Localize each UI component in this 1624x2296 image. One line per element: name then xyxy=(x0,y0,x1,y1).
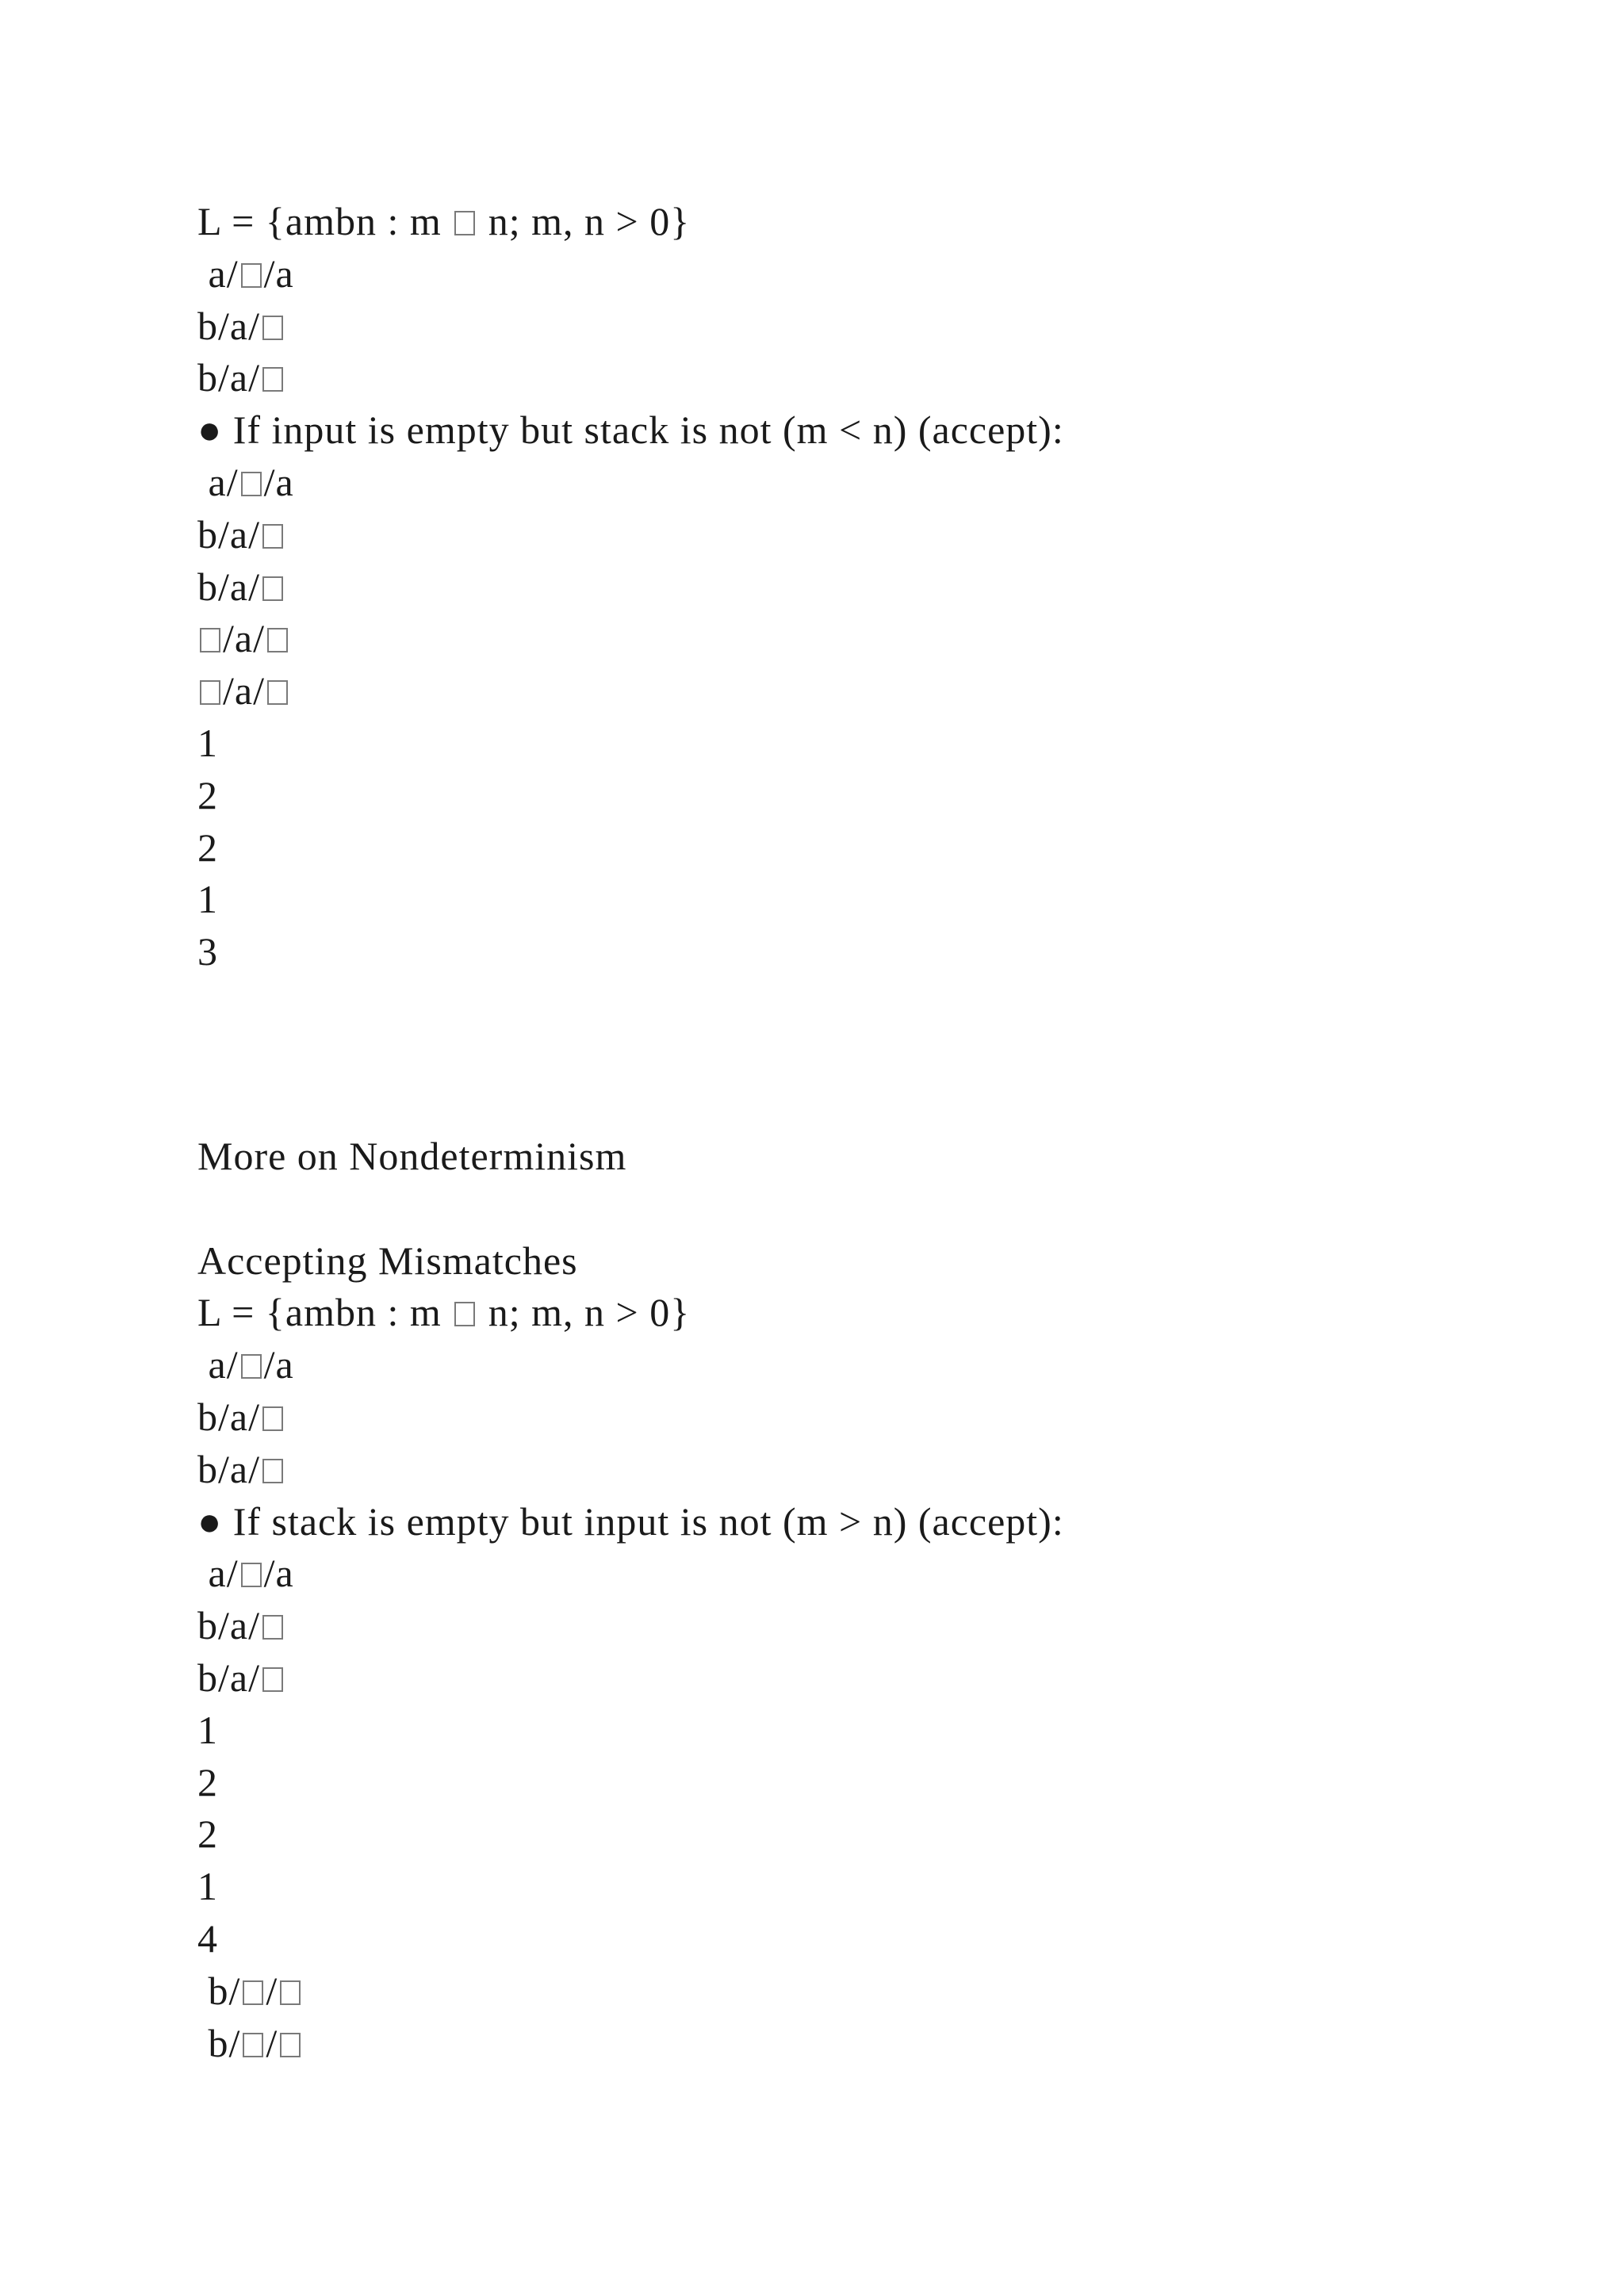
text-line: a/ /a xyxy=(197,459,294,504)
state-number: 1 xyxy=(197,720,218,765)
missing-glyph-box xyxy=(241,472,262,496)
missing-glyph-box xyxy=(262,367,283,392)
missing-glyph-box xyxy=(262,524,283,549)
missing-glyph-box xyxy=(241,1354,262,1379)
state-number: 1 xyxy=(197,877,218,922)
state-number: 1 xyxy=(197,1707,218,1752)
text-line: a/ /a xyxy=(197,1551,294,1596)
text-line: b/a/ xyxy=(197,1444,1545,1496)
text-line: b/ / xyxy=(197,2018,1545,2070)
section-pda-mlessn xyxy=(197,196,1545,978)
state-number: 2 xyxy=(197,1759,218,1804)
missing-glyph-box xyxy=(267,628,288,652)
text-line: b/a/ xyxy=(197,561,1545,614)
state-number: 2 xyxy=(197,772,218,817)
missing-glyph-box xyxy=(243,1980,263,2005)
bullet-line: ● If input is empty but stack is not (m < n) (accept): xyxy=(197,408,1064,453)
bullet-line: ● If stack is empty but input is not (m > n) (accept): xyxy=(197,1498,1064,1544)
missing-glyph-box xyxy=(262,1615,283,1640)
text-line: /a/ xyxy=(197,665,1545,718)
text-line: b/ / xyxy=(197,1965,1545,2018)
missing-glyph-box xyxy=(243,2033,263,2057)
missing-glyph-box xyxy=(262,1667,283,1692)
text-line: b/a/ xyxy=(197,352,1545,404)
missing-glyph-box xyxy=(241,263,262,288)
text-line: b/a/ xyxy=(197,509,1545,561)
state-number: 2 xyxy=(197,825,218,870)
text-line: L = {ambn : m n; m, n > 0} xyxy=(197,1290,691,1335)
missing-glyph-box xyxy=(262,576,283,601)
state-number: 1 xyxy=(197,1864,218,1909)
blank-line xyxy=(197,1183,1545,1235)
missing-glyph-box xyxy=(241,1563,262,1587)
state-number: 4 xyxy=(197,1915,218,1961)
section-heading: More on Nondeterminism xyxy=(197,1134,627,1178)
missing-glyph-box xyxy=(280,2033,301,2057)
missing-glyph-box xyxy=(454,211,475,235)
state-number: 3 xyxy=(197,929,218,974)
section-more-on-nondeterminism xyxy=(197,1131,1545,2069)
section-subheading: Accepting Mismatches xyxy=(197,1238,578,1283)
missing-glyph-box xyxy=(200,628,220,652)
text-line: /a/ xyxy=(197,613,1545,665)
missing-glyph-box xyxy=(200,680,220,705)
missing-glyph-box xyxy=(262,1459,283,1483)
text-line: b/a/ xyxy=(197,1600,1545,1652)
missing-glyph-box xyxy=(262,316,283,340)
text-line: a/ /a xyxy=(197,251,294,296)
text-line: L = {ambn : m n; m, n > 0} xyxy=(197,199,691,243)
text-line: b/a/ xyxy=(197,300,1545,353)
state-number: 2 xyxy=(197,1812,218,1857)
missing-glyph-box xyxy=(280,1980,301,2005)
text-line: a/ /a xyxy=(197,1342,294,1387)
text-line: b/a/ xyxy=(197,1391,1545,1444)
missing-glyph-box xyxy=(262,1406,283,1431)
missing-glyph-box xyxy=(454,1302,475,1326)
missing-glyph-box xyxy=(267,680,288,705)
text-line: b/a/ xyxy=(197,1652,1545,1705)
